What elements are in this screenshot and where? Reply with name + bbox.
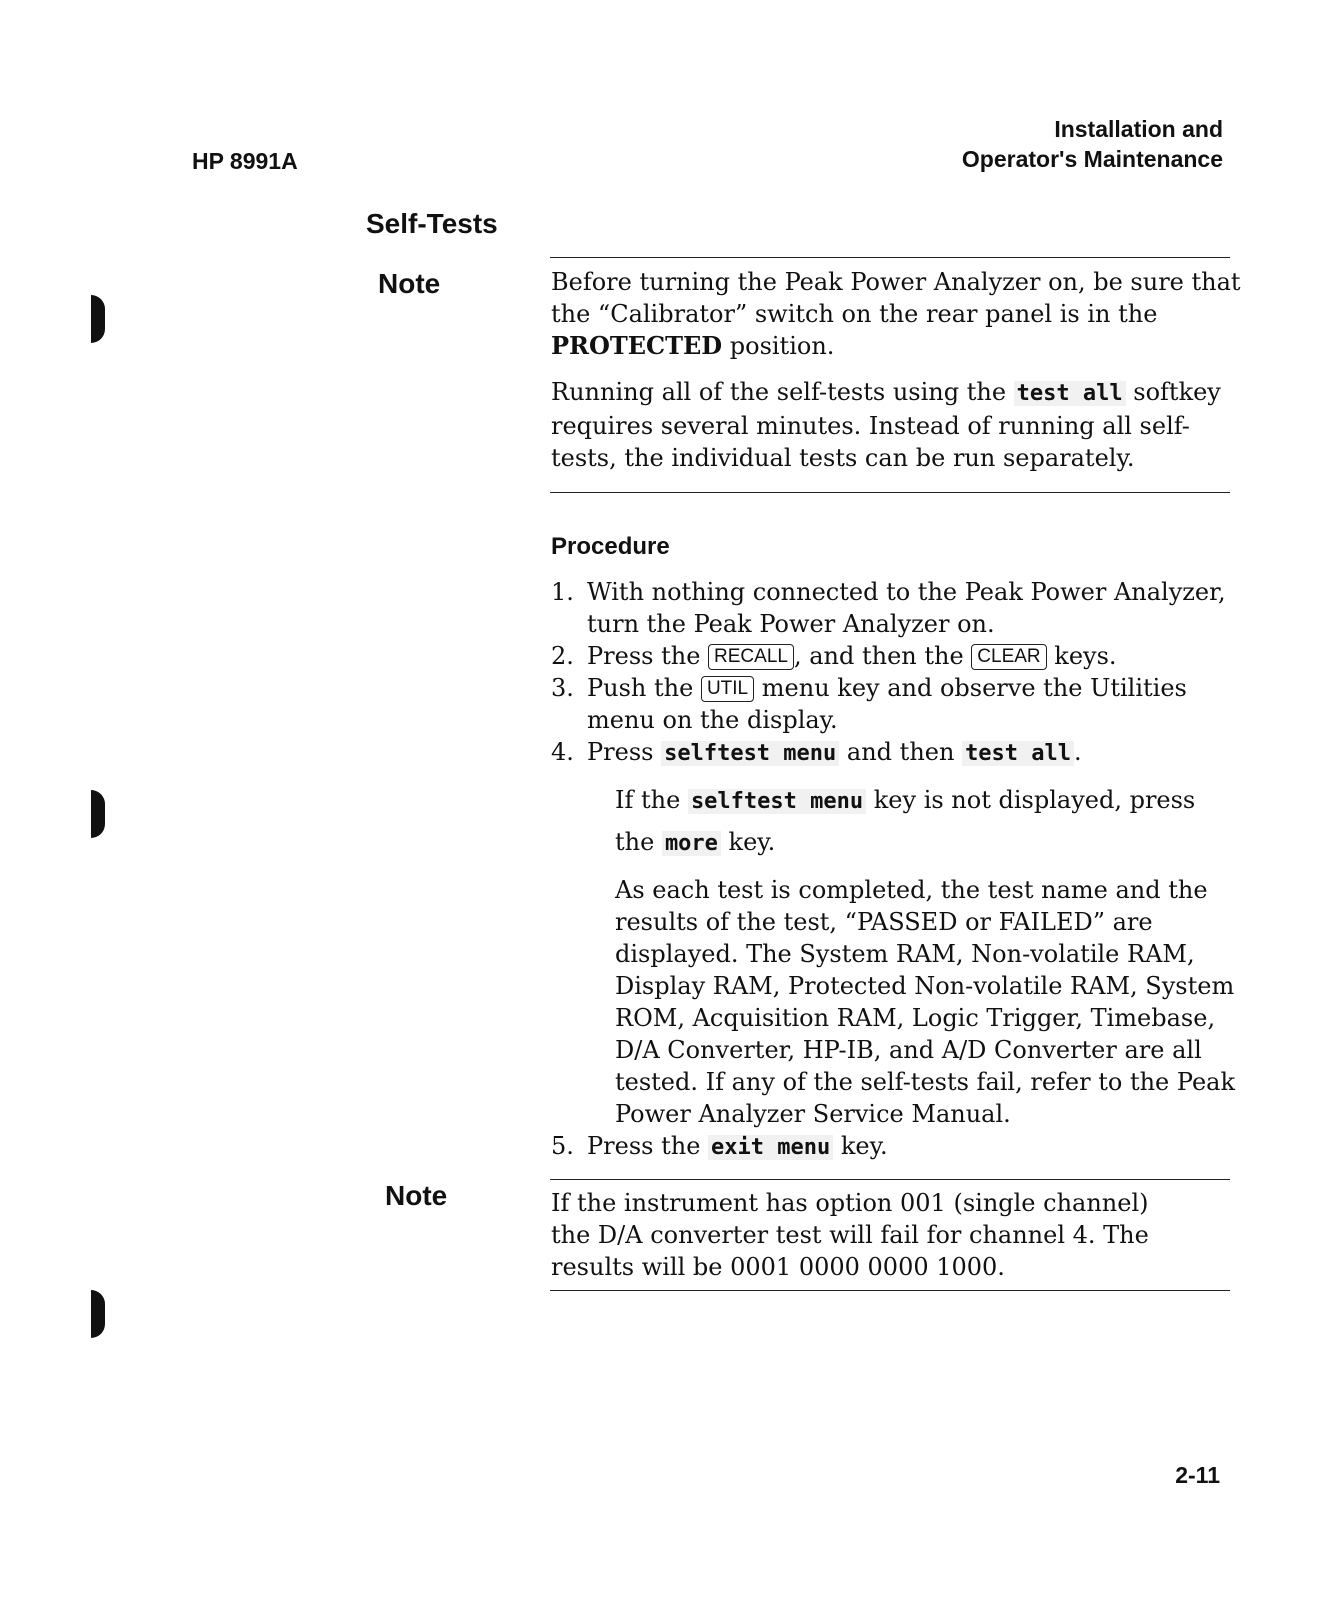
- note-1-top-rule: [550, 257, 1230, 258]
- step-2-text-b: , and then the: [793, 642, 972, 670]
- note-2-bottom-rule: [550, 1290, 1230, 1291]
- step-4-text-b: and then: [839, 738, 963, 766]
- note-1-text: Before turning the Peak Power Analyzer on, be sure that the “Calibrator” switch on the rear panel is in the: [551, 268, 1241, 328]
- note-1-body: [551, 266, 1241, 474]
- protected-emphasis: PROTECTED: [551, 331, 723, 360]
- step-text: [587, 1130, 1241, 1164]
- step-4-text-c: .: [1074, 738, 1082, 766]
- more-softkey: more: [662, 831, 721, 856]
- note-1-bottom-rule: [550, 492, 1230, 493]
- test-all-softkey: test all: [1014, 381, 1126, 406]
- detail-text-b: key is not displayed, press the: [615, 786, 1196, 856]
- step-4-detail-1: [615, 780, 1241, 864]
- note-1-p2-text: Running all of the self-tests using the: [551, 378, 1014, 406]
- step-5: [551, 1130, 1241, 1164]
- selftest-menu-softkey: selftest menu: [688, 789, 866, 814]
- chapter-header-line1: Installation and: [1054, 116, 1223, 142]
- chapter-header-line2: Operator's Maintenance: [961, 146, 1223, 172]
- step-4: [551, 736, 1241, 770]
- detail-text-c: key.: [720, 828, 776, 856]
- step-number: 1.: [551, 578, 574, 606]
- model-header: HP 8991A: [192, 148, 298, 174]
- step-4-text-a: Press: [587, 738, 662, 766]
- note-2-body: If the instrument has option 001 (single channel) the D/A converter test will fail for channel 4. The results will be 0001 0000 0000 1000.: [551, 1189, 1149, 1281]
- step-2-text-c: keys.: [1046, 642, 1117, 670]
- binder-tab-mark: [91, 790, 105, 838]
- step-1: [551, 576, 1241, 640]
- note-1-text-end: position.: [722, 332, 835, 360]
- binder-tab-mark: [91, 1290, 105, 1338]
- step-text: [587, 640, 1241, 672]
- step-number: 4.: [551, 738, 574, 766]
- detail-text-a: If the: [615, 786, 688, 814]
- step-2-text-a: Press the: [587, 642, 709, 670]
- step-4-details: [615, 780, 1241, 1130]
- step-text: [587, 672, 1241, 736]
- note-1-paragraph-1: [551, 266, 1241, 362]
- step-5-text-b: key.: [833, 1132, 888, 1160]
- note-1-paragraph-2: [551, 376, 1241, 474]
- step-5-text-a: Press the: [587, 1132, 709, 1160]
- step-text: With nothing connected to the Peak Power Analyzer, turn the Peak Power Analyzer on.: [587, 578, 1226, 638]
- note-label-2: Note: [385, 1180, 448, 1211]
- clear-key: CLEAR: [971, 644, 1046, 670]
- step-3: [551, 672, 1241, 736]
- step-number: 5.: [551, 1132, 574, 1160]
- test-all-softkey: test all: [962, 741, 1074, 766]
- note-label-1: Note: [378, 268, 441, 299]
- exit-menu-softkey: exit menu: [708, 1135, 833, 1160]
- step-text: [587, 736, 1241, 770]
- step-4-detail-2: As each test is completed, the test name and the results of the test, “PASSED or FAILED” are displayed. The System RAM, Non-volatile RAM, Display RAM, Protected Non-volatile RAM, System ROM, Acquisition RAM, Logic Trigger, Timebase, D/A Converter, HP-IB, and A/D Converter are all tested. If any of the self-tests fail, refer to the Peak Power Analyzer Service Manual.: [615, 876, 1236, 1128]
- recall-key: RECALL: [708, 644, 794, 670]
- procedure-steps: [551, 576, 1241, 1164]
- note-2-top-rule: [550, 1179, 1230, 1180]
- chapter-header: [962, 114, 1223, 174]
- page-number: 2-11: [1175, 1462, 1220, 1488]
- util-key: UTIL: [701, 676, 754, 702]
- step-3-text-b: menu key and observe the Utilities menu on the display.: [587, 674, 1187, 734]
- step-2: [551, 640, 1241, 672]
- step-number: 3.: [551, 674, 574, 702]
- note-1-p2-text-end: softkey requires several minutes. Instead of running all self-tests, the individual tests can be run separately.: [551, 378, 1221, 472]
- step-number: 2.: [551, 642, 574, 670]
- selftest-menu-softkey: selftest menu: [661, 741, 839, 766]
- section-title: Self-Tests: [366, 208, 498, 239]
- binder-tab-mark: [91, 295, 105, 343]
- procedure-heading: Procedure: [551, 533, 670, 560]
- step-3-text-a: Push the: [587, 674, 701, 702]
